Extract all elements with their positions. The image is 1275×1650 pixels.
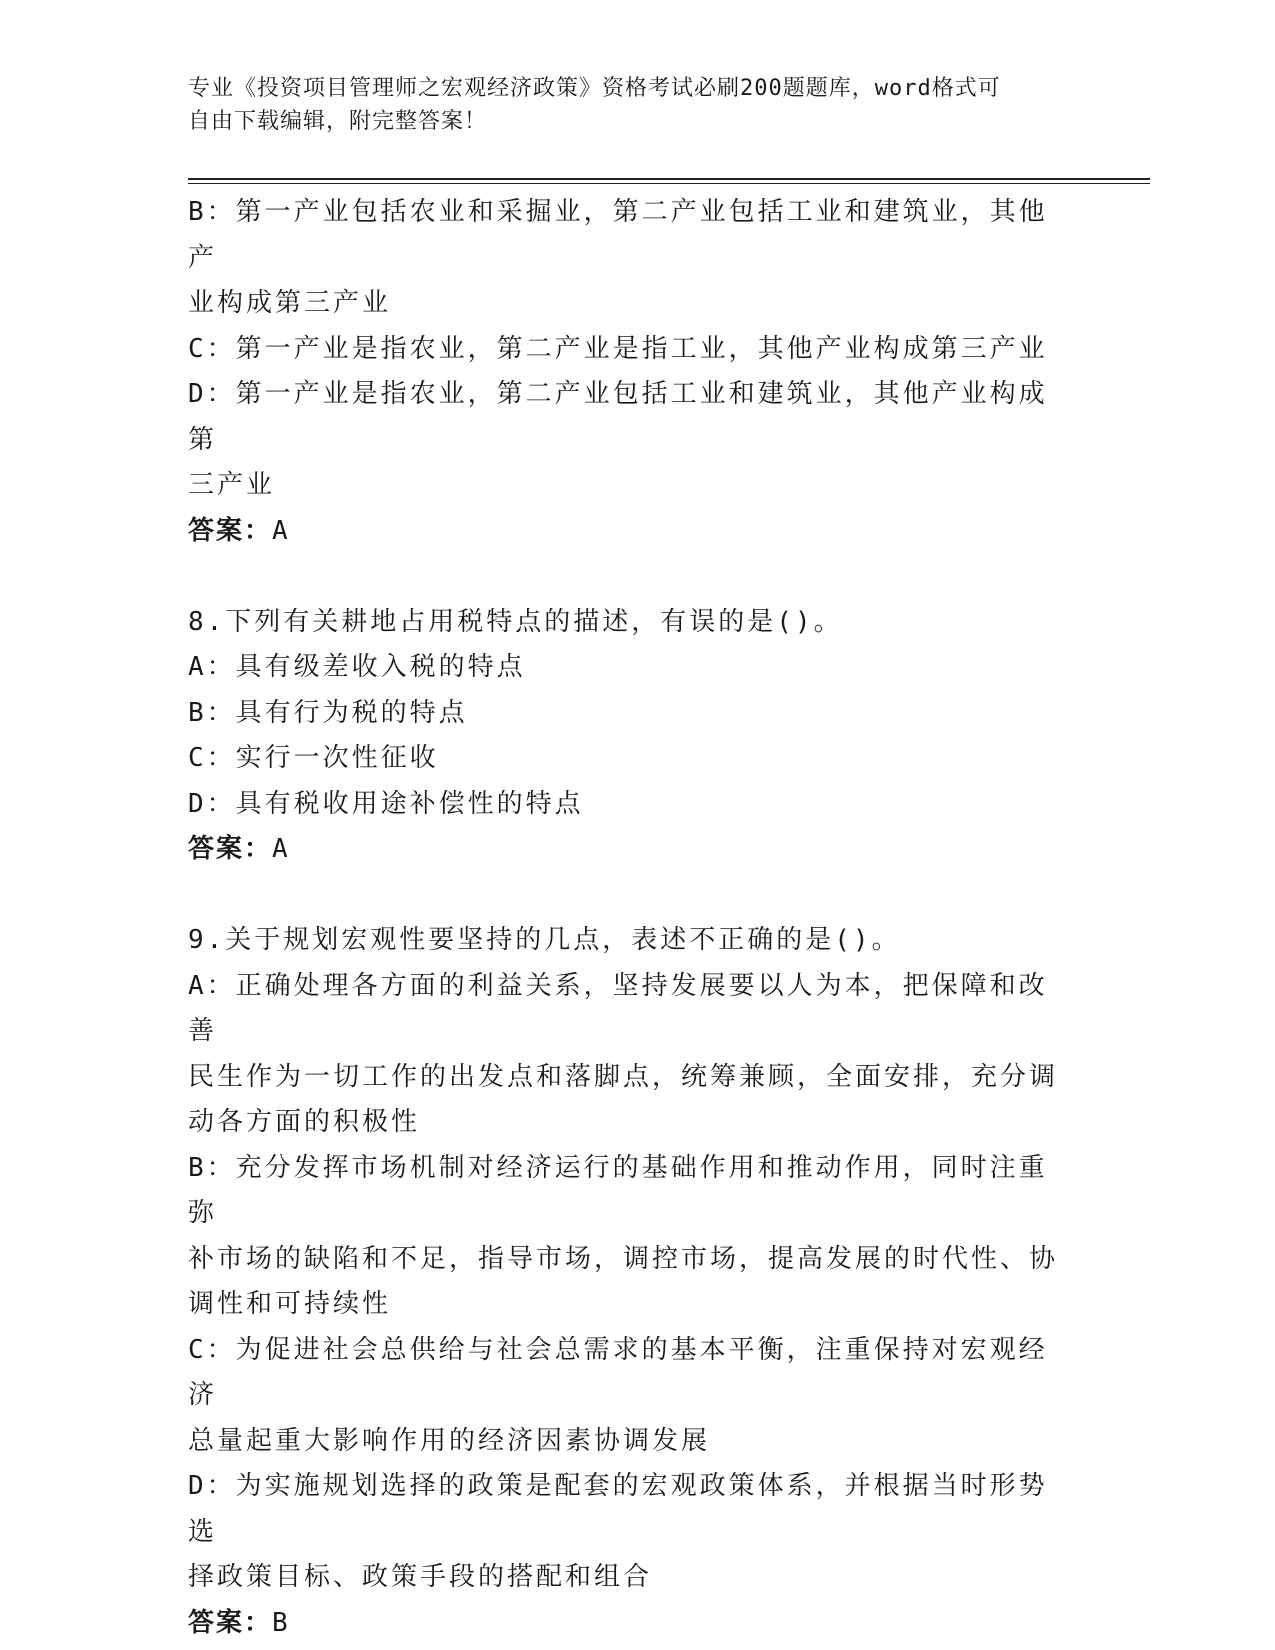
document-header [188, 72, 1068, 138]
q9-option-b-line-1: B：充分发挥市场机制对经济运行的基础作用和推动作用，同时注重弥 [188, 1152, 1048, 1228]
spacer [188, 554, 1068, 600]
q9-option-b-line-3: 调性和可持续性 [188, 1289, 392, 1319]
document-body [188, 190, 1068, 1646]
q7-option-b-line-1: B：第一产业包括农业和采掘业，第二产业包括工业和建筑业，其他产 [188, 197, 1048, 273]
header-divider-thick [188, 178, 1150, 180]
q8-option-d: D：具有税收用途补偿性的特点 [188, 788, 584, 819]
q8-option-c: C：实行一次性征收 [188, 743, 439, 773]
q8-answer-value: A [272, 834, 290, 864]
q8-question: 8.下列有关耕地占用税特点的描述，有误的是()。 [188, 606, 843, 637]
q7-option-d-line-2: 三产业 [188, 470, 276, 500]
q8-option-a: A：具有级差收入税的特点 [188, 652, 526, 682]
q8-answer [188, 827, 1068, 873]
question-7-block [188, 190, 1068, 554]
q9-answer [188, 1601, 1068, 1647]
q7-answer [188, 509, 1068, 555]
q9-option-a-line-3: 动各方面的积极性 [188, 1107, 421, 1137]
q7-answer-label: 答案： [188, 515, 273, 546]
question-8-block [188, 600, 1068, 873]
q9-option-c-line-1: C：为促进社会总供给与社会总需求的基本平衡，注重保持对宏观经济 [188, 1334, 1048, 1410]
header-divider-thin [188, 183, 1150, 184]
q9-answer-label: 答案： [188, 1607, 273, 1638]
q8-option-b: B：具有行为税的特点 [188, 697, 468, 728]
q7-answer-value: A [272, 515, 290, 546]
q9-option-d-line-1: D：为实施规划选择的政策是配套的宏观政策体系，并根据当时形势选 [188, 1471, 1048, 1547]
question-9-block [188, 918, 1068, 1646]
q9-question: 9.关于规划宏观性要坚持的几点，表述不正确的是()。 [188, 925, 901, 955]
q9-option-d-line-2: 择政策目标、政策手段的搭配和组合 [188, 1562, 653, 1592]
q9-answer-value: B [272, 1607, 290, 1638]
q9-option-a-line-2: 民生作为一切工作的出发点和落脚点，统筹兼顾，全面安排，充分调 [188, 1061, 1059, 1092]
q8-answer-label: 答案： [188, 834, 273, 864]
q7-option-c: C：第一产业是指农业，第二产业是指工业，其他产业构成第三产业 [188, 333, 1048, 364]
q9-option-c-line-2: 总量起重大影响作用的经济因素协调发展 [188, 1425, 711, 1456]
q7-option-b-line-2: 业构成第三产业 [188, 288, 392, 318]
q9-option-a-line-1: A：正确处理各方面的利益关系，坚持发展要以人为本，把保障和改善 [188, 970, 1048, 1046]
header-line-2: 自由下载编辑，附完整答案！ [188, 109, 488, 134]
q7-option-d-line-1: D：第一产业是指农业，第二产业包括工业和建筑业，其他产业构成第 [188, 379, 1048, 455]
q9-option-b-line-2: 补市场的缺陷和不足，指导市场，调控市场，提高发展的时代性、协 [188, 1243, 1059, 1274]
spacer [188, 873, 1068, 919]
header-line-1: 专业《投资项目管理师之宏观经济政策》资格考试必刷200题题库，word格式可 [188, 76, 1001, 101]
